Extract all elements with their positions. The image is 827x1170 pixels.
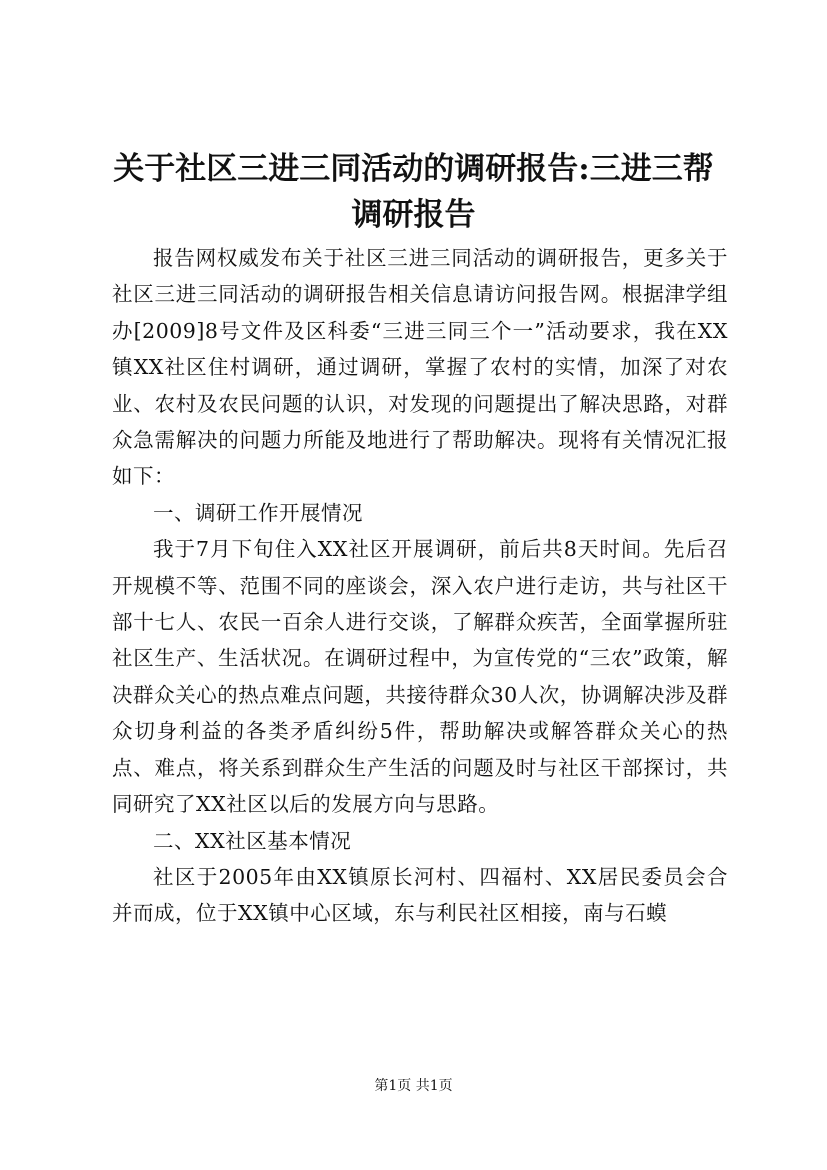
section-heading-1: 一、调研工作开展情况 [153,500,363,525]
document-title: 关于社区三进三同活动的调研报告:三进三帮调研报告 [113,151,714,233]
document-body [112,240,728,932]
section-1-paragraph: 我于7月下旬住入XX社区开展调研，前后共8天时间。先后召开规模不等、范围不同的座谈会，深入农户进行走访，共与社区干部十七人、农民一百余人进行交谈，了解群众疾苦，全面掌握所驻社区生产、生活状况。在调研过程中，为宣传党的“三农”政策，解决群众关心的热点难点问题，共接待群众30人次，协调解决涉及群众切身利益的各类矛盾纠纷5件，帮助解决或解答群众关心的热点、难点，将关系到群众生产生活的问题及时与社区干部探讨，共同研究了XX社区以后的发展方向与思路。 [112,537,728,817]
section-2-paragraph: 社区于2005年由XX镇原长河村、四福村、XX居民委员会合并而成，位于XX镇中心区域，东与利民社区相接，南与石蟆 [112,864,728,926]
intro-paragraph: 报告网权威发布关于社区三进三同活动的调研报告，更多关于社区三进三同活动的调研报告相关信息请访问报告网。根据津学组办[2009]8号文件及区科委“三进三同三个一”活动要求，我在XX镇XX社区住村调研，通过调研，掌握了农村的实情，加深了对农业、农村及农民问题的认识，对发现的问题提出了解决思路，对群众急需解决的问题力所能及地进行了帮助解决。现将有关情况汇报如下： [112,246,728,489]
page-footer: 第1页 共1页 [374,1078,453,1094]
section-heading-2: 二、XX社区基本情况 [153,828,352,853]
